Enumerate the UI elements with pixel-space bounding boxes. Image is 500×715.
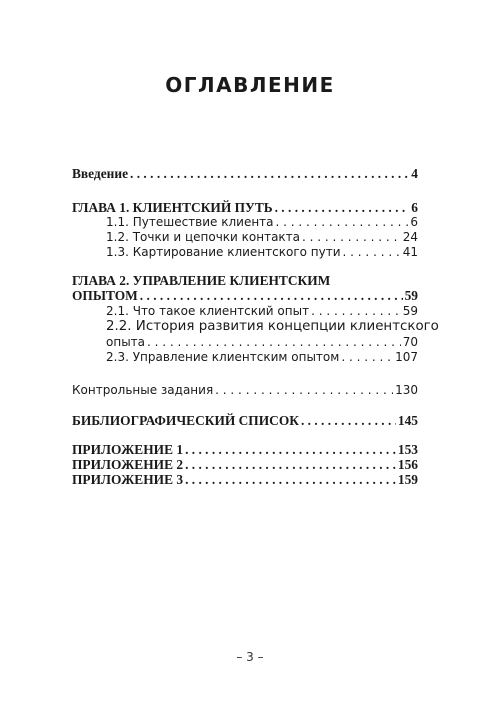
- page-title: ОГЛАВЛЕНИЕ: [165, 73, 335, 97]
- toc-page: 153: [397, 442, 418, 457]
- toc-label: ПРИЛОЖЕНИЕ 2: [72, 457, 184, 472]
- toc-page: 107: [395, 350, 418, 364]
- leader-dots: [185, 471, 396, 489]
- toc-page: 59: [402, 304, 418, 318]
- toc-entry-intro: [72, 165, 418, 183]
- leader-dots: [341, 348, 393, 366]
- leader-dots: [215, 381, 393, 399]
- toc-label: 2.1. Что такое клиентский опыт: [106, 304, 310, 318]
- toc-label: ПРИЛОЖЕНИЕ 1: [72, 442, 184, 457]
- leader-dots: [343, 243, 401, 261]
- toc-label: Контрольные задания: [72, 383, 214, 397]
- page-number: – 3 –: [236, 650, 264, 664]
- toc-page: 24: [402, 230, 418, 244]
- toc-entry-2-3: [106, 348, 418, 366]
- toc-entry-1-3: [106, 243, 418, 261]
- leader-dots: [130, 165, 409, 183]
- toc-label: 1.3. Картирование клиентского пути: [106, 245, 341, 259]
- toc-label: ОПЫТОМ: [72, 288, 138, 303]
- toc-label: опыта: [106, 335, 146, 349]
- toc-page: 159: [397, 472, 418, 487]
- toc-page: 6: [410, 215, 418, 229]
- toc-page: 41: [402, 245, 418, 259]
- toc-entry-appendix-3: [72, 471, 418, 489]
- toc-page: 145: [397, 413, 418, 428]
- toc-page: 130: [395, 383, 418, 397]
- toc-label: ПРИЛОЖЕНИЕ 3: [72, 472, 184, 487]
- toc-label: БИБЛИОГРАФИЧЕСКИЙ СПИСОК: [72, 413, 299, 428]
- toc-label: 2.3. Управление клиентским опытом: [106, 350, 340, 364]
- toc-label: ГЛАВА 1. КЛИЕНТСКИЙ ПУТЬ: [72, 200, 273, 215]
- toc-page: 70: [402, 335, 418, 349]
- toc-chapter-2-heading: ГЛАВА 2. УПРАВЛЕНИЕ КЛИЕНТСКИМ: [72, 273, 331, 288]
- toc-page: 59: [404, 288, 418, 303]
- toc-label: 1.1. Путешествие клиента: [106, 215, 274, 229]
- toc-entry-tasks: [72, 381, 418, 399]
- toc-label: Введение: [72, 166, 129, 181]
- leader-dots: [301, 412, 396, 430]
- toc-label: 1.2. Точки и цепочки контакта: [106, 230, 301, 244]
- toc-entry-bibliography: [72, 412, 418, 430]
- toc-page: 4: [411, 166, 418, 181]
- toc-entry-2-2-heading: 2.2. История развития концепции клиентского: [106, 319, 439, 334]
- toc-page: 6: [411, 200, 418, 215]
- toc-page: 156: [397, 457, 418, 472]
